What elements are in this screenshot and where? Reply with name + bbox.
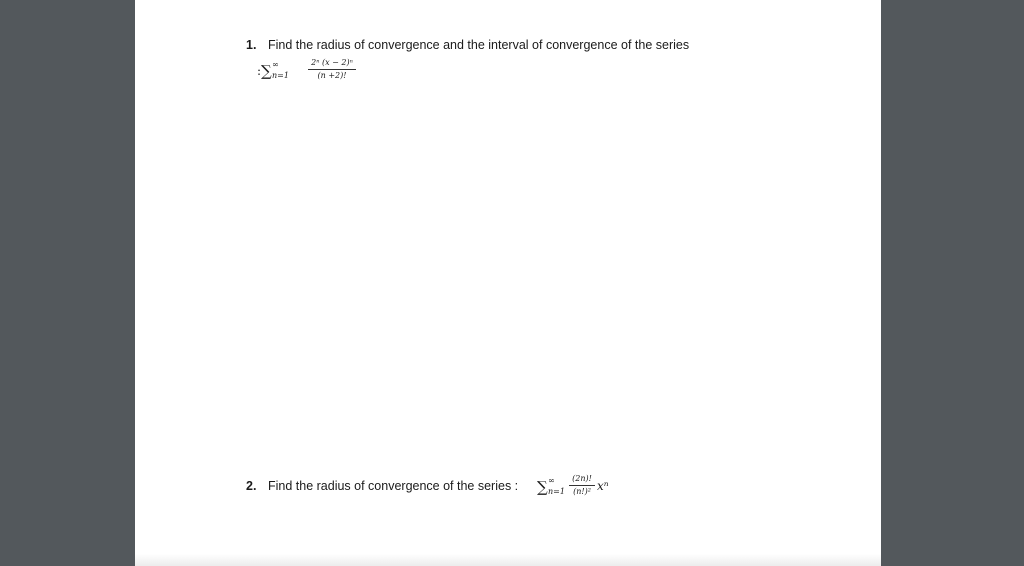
formula-2-trailing-term: xⁿ: [597, 479, 609, 493]
formula-1-denominator: (n +2)!: [317, 71, 347, 80]
formula-2-lower-limit: n=1: [548, 487, 565, 496]
question-2: [246, 479, 518, 493]
formula-2-fraction-bar: [569, 485, 595, 486]
formula-2-numerator: (2n)!: [572, 474, 592, 483]
question-2-text: Find the radius of convergence of the series :: [268, 479, 519, 493]
formula-1-fraction-bar: [308, 69, 356, 70]
page-bottom-shadow: [135, 554, 881, 566]
question-1-formula: [257, 60, 367, 88]
formula-1-fraction: [308, 58, 356, 81]
formula-2-denominator: (n!)²: [573, 487, 591, 496]
formula-1-numerator: 2ⁿ (x − 2)ⁿ: [311, 58, 353, 67]
question-2-number: 2.: [246, 479, 257, 493]
formula-1-sum-symbol: ∑: [261, 62, 272, 80]
formula-2-upper-limit: ∞: [548, 476, 555, 485]
formula-2-fraction: [569, 474, 595, 497]
question-1-number: 1.: [246, 38, 257, 52]
formula-1-prefix: :: [257, 64, 262, 78]
question-2-formula: [537, 474, 627, 502]
question-1: [246, 38, 689, 52]
formula-2-sum-symbol: ∑: [537, 478, 548, 496]
question-1-text: Find the radius of convergence and the interval of convergence of the series: [268, 38, 690, 52]
formula-1-upper-limit: ∞: [272, 60, 279, 69]
formula-1-lower-limit: n=1: [272, 71, 289, 80]
